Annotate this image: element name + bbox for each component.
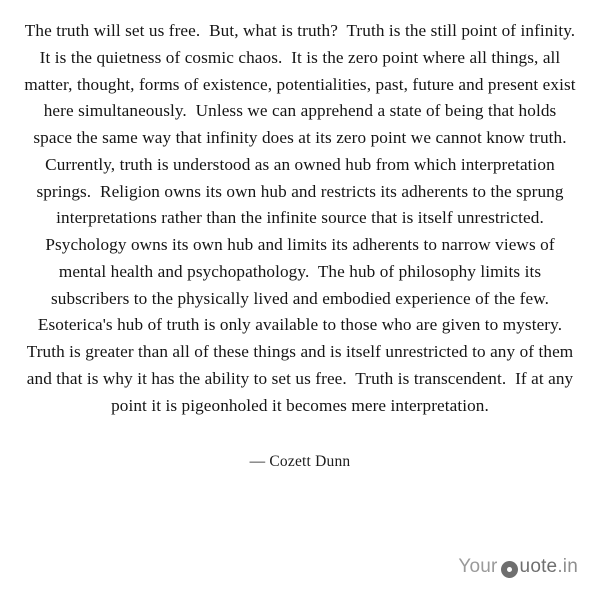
quote-attribution: — Cozett Dunn <box>249 453 351 471</box>
circle-dot-icon <box>501 561 518 578</box>
quote-text: The truth will set us free. But, what is truth? Truth is the still point of infinity. It is the quietness of cosmic chaos. It is the zero point where all things, all matter, thought, forms of existence, potentialities, past, future and present exist here simultaneously. Unless we can apprehend a state of being that holds space the same way that infinity does at its zero point we cannot know truth. Currently, truth is understood as an owned hub from which interpretation springs. Religion owns its own hub and restricts its adherents to the sprung interpretations rather than the infinite source that is itself unrestricted. Psychology owns its own hub and limits its adherents to narrow views of mental health and psychopathology. The hub of philosophy limits its subscribers to the physically lived and embodied experience of the few. Esoterica's hub of truth is only available to those who are given to mystery. Truth is greater than all of these things and is itself unrestricted to any of them and that is why it has the ability to set us free. Truth is transcendent. If at any point it is pigeonholed it becomes mere interpretation. <box>24 21 581 415</box>
watermark-quote-text: uote <box>519 556 558 577</box>
watermark-your-text: Your <box>458 556 498 577</box>
watermark-tld-text: .in <box>557 556 578 577</box>
yourquote-watermark <box>458 556 578 578</box>
